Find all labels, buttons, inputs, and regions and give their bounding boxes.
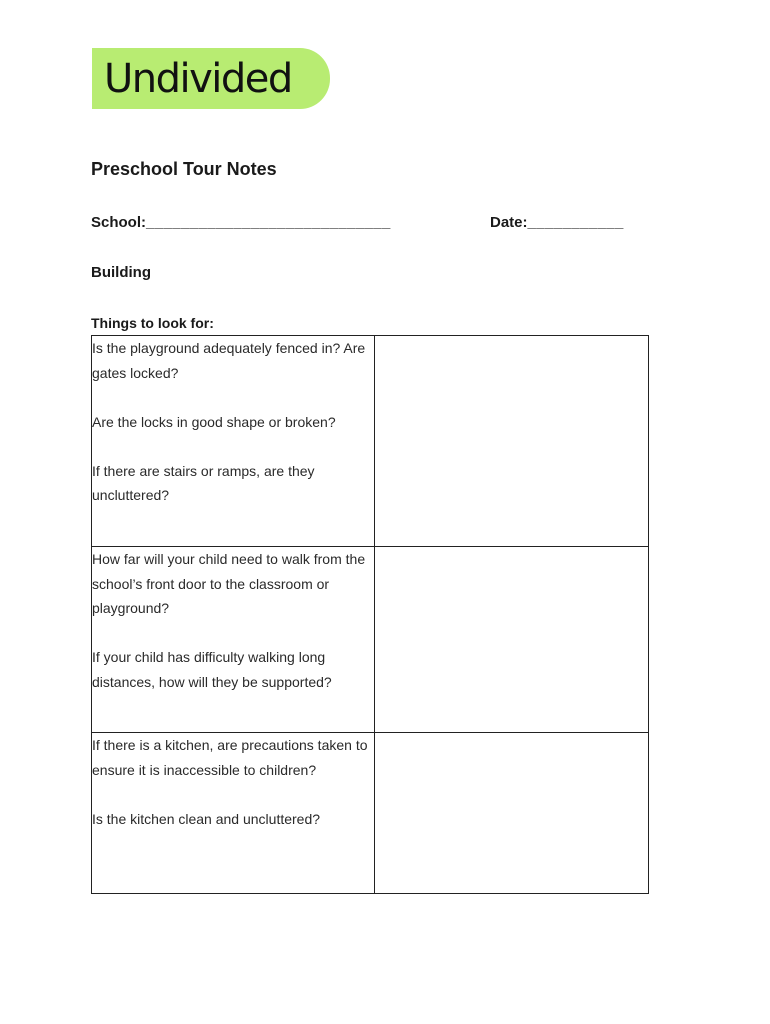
page-title: Preschool Tour Notes [91, 159, 277, 179]
checklist-row [92, 336, 649, 547]
question-cell [92, 336, 375, 547]
question-cell [92, 733, 375, 894]
section-heading-building: Building [91, 264, 151, 281]
notes-cell[interactable] [375, 547, 649, 733]
school-label: School: [91, 214, 146, 231]
date-blank-line[interactable]: ___________ [527, 214, 624, 231]
date-label: Date: [490, 214, 528, 231]
date-field[interactable] [490, 213, 624, 233]
question-text: If there are stairs or ramps, are they uncluttered? [92, 462, 315, 503]
notes-cell[interactable] [375, 733, 649, 894]
checklist-table [91, 335, 649, 894]
school-field[interactable] [91, 213, 391, 233]
question-text: How far will your child need to walk from the school’s front door to the classroom or playground? [92, 551, 366, 616]
question-cell [92, 547, 375, 733]
question-text: If your child has difficulty walking long distances, how will they be supported? [92, 649, 332, 690]
question-text: If there is a kitchen, are precautions taken to ensure it is inaccessible to children? [92, 737, 368, 778]
notes-cell[interactable] [375, 336, 649, 547]
checklist-row [92, 547, 649, 733]
question-text: Is the kitchen clean and uncluttered? [92, 810, 321, 827]
logo-text: Undivided [104, 55, 292, 102]
checklist-row [92, 733, 649, 894]
question-text: Are the locks in good shape or broken? [92, 413, 336, 430]
things-to-look-for-label: Things to look for: [91, 315, 214, 331]
question-text: Is the playground adequately fenced in? Are gates locked? [92, 340, 366, 381]
school-blank-line[interactable]: ____________________________ [146, 214, 391, 231]
undivided-logo [92, 48, 330, 109]
